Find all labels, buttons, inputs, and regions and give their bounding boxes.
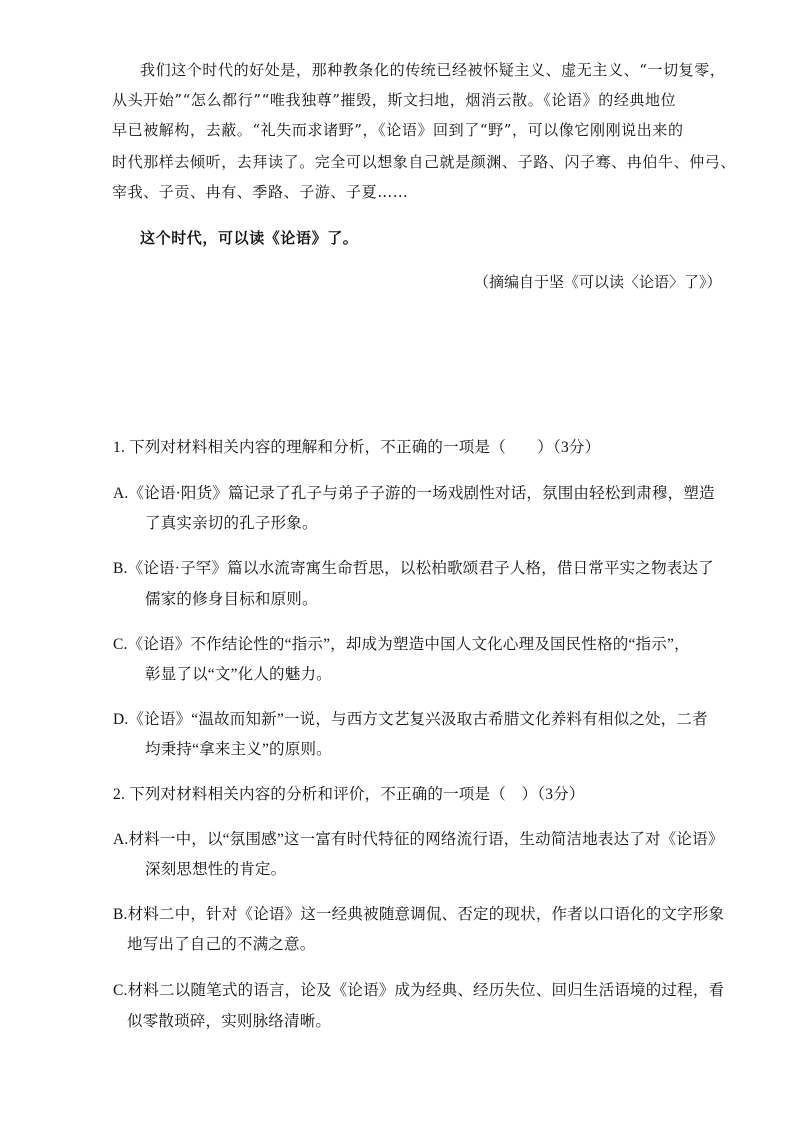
option-b-line2: 儒家的修身目标和原则。 xyxy=(145,591,318,608)
option-a-line1: A.材料一中，以“氛围感”这一富有时代特征的网络流行语，生动简洁地表达了对《论语》 xyxy=(113,831,724,848)
option-a-line2: 深刻思想性的肯定。 xyxy=(145,861,287,878)
option-b-line2: 地写出了自己的不满之意。 xyxy=(127,936,316,953)
passage-line: 宰我、子贡、冉有、季路、子游、子夏…… xyxy=(112,183,409,201)
passage-line: 从头开始”“怎么都行”“唯我独尊”摧毁，斯文扫地，烟消云散。《论语》的经典地位 xyxy=(112,91,677,109)
passage-line: 早已被解构，去蔽。“礼失而求诸野”，《论语》回到了“野”，可以像它刚刚说出来的 xyxy=(112,121,684,139)
option-b-line1: B.《论语·子罕》篇以水流寄寓生命哲思，以松柏歌颂君子人格，借日常平实之物表达了 xyxy=(113,560,714,577)
passage-line: 时代那样去倾听，去拜读了。完全可以想象自己就是颜渊、子路、闪子骞、冉伯牛、仲弓、 xyxy=(112,153,737,171)
option-a-line2: 了真实亲切的孔子形象。 xyxy=(145,515,318,532)
question-stem: 2. 下列对材料相关内容的分析和评价，不正确的一项是（ ）（3分） xyxy=(113,786,585,803)
option-c-line1: C.材料二以随笔式的语言，论及《论语》成为经典、经历失位、回归生活语境的过程，看 xyxy=(113,982,725,999)
passage-line: 我们这个时代的好处是，那种教条化的传统已经被怀疑主义、虚无主义、“一切复零， xyxy=(140,61,726,79)
option-c-line2: 彰显了以“文”化人的魅力。 xyxy=(145,666,332,683)
option-c-line1: C.《论语》不作结论性的“指示”，却成为塑造中国人文化心理及国民性格的“指示”， xyxy=(113,636,690,653)
question-stem: 1. 下列对材料相关内容的理解和分析，不正确的一项是（ ）（3分） xyxy=(113,439,601,456)
option-d-line2: 均秉持“拿来主义”的原则。 xyxy=(145,741,332,758)
passage-source: （摘编自于坚《可以读〈论语〉了》） xyxy=(474,273,722,291)
passage-conclusion: 这个时代，可以读《论语》了。 xyxy=(140,229,359,247)
option-a-line1: A.《论语·阳货》篇记录了孔子与弟子子游的一场戏剧性对话，氛围由轻松到肃穆，塑造 xyxy=(113,485,715,502)
option-b-line1: B.材料二中，针对《论语》这一经典被随意调侃、否定的现状，作者以口语化的文字形象 xyxy=(113,906,725,923)
option-d-line1: D.《论语》“温故而知新”一说，与西方文艺复兴汲取古希腊文化养料有相似之处，二者 xyxy=(113,711,708,728)
option-c-line2: 似零散琐碎，实则脉络清晰。 xyxy=(127,1013,332,1030)
